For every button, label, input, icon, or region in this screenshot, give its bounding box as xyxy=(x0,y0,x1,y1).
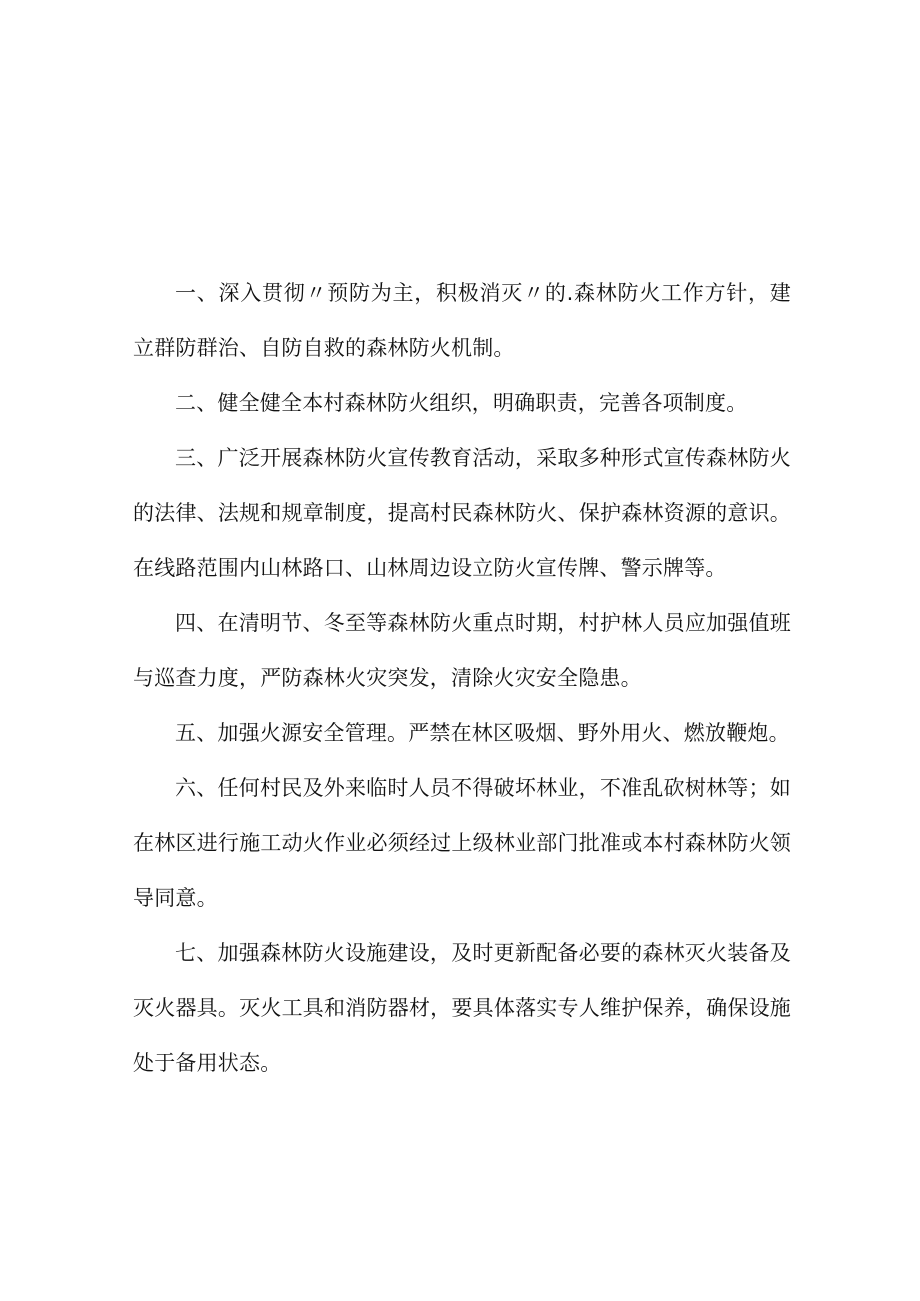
paragraph-5: 五、加强火源安全管理。严禁在林区吸烟、野外用火、燃放鞭炮。 xyxy=(175,721,790,745)
paragraph-4: 四、在清明节、冬至等森林防火重点时期，村护林人员应加强值班与巡查力度，严防森林火灾突发，清除火灾安全隐患。 xyxy=(133,611,791,690)
paragraph-2: 二、健全健全本村森林防火组织，明确职责，完善各项制度。 xyxy=(175,391,748,415)
paragraph-1: 一、深入贯彻〃预防为主，积极消灭〃的.森林防火工作方针，建立群防群治、自防自救的森林防火机制。 xyxy=(133,281,791,360)
paragraph-3: 三、广泛开展森林防火宣传教育活动，采取多种形式宣传森林防火的法律、法规和规章制度，提高村民森林防火、保护森林资源的意识。在线路范围内山林路口、山林周边设立防火宣传牌、警示牌等。 xyxy=(133,446,791,580)
paragraph-7: 七、加强森林防火设施建设，及时更新配备必要的森林灭火装备及灭火器具。灭火工具和消防器材，要具体落实专人维护保养，确保设施处于备用状态。 xyxy=(133,941,791,1075)
paragraph-6: 六、任何村民及外来临时人员不得破坏林业，不准乱砍树林等；如在林区进行施工动火作业必须经过上级林业部门批准或本村森林防火领导同意。 xyxy=(133,776,791,910)
document-body xyxy=(133,266,791,1091)
